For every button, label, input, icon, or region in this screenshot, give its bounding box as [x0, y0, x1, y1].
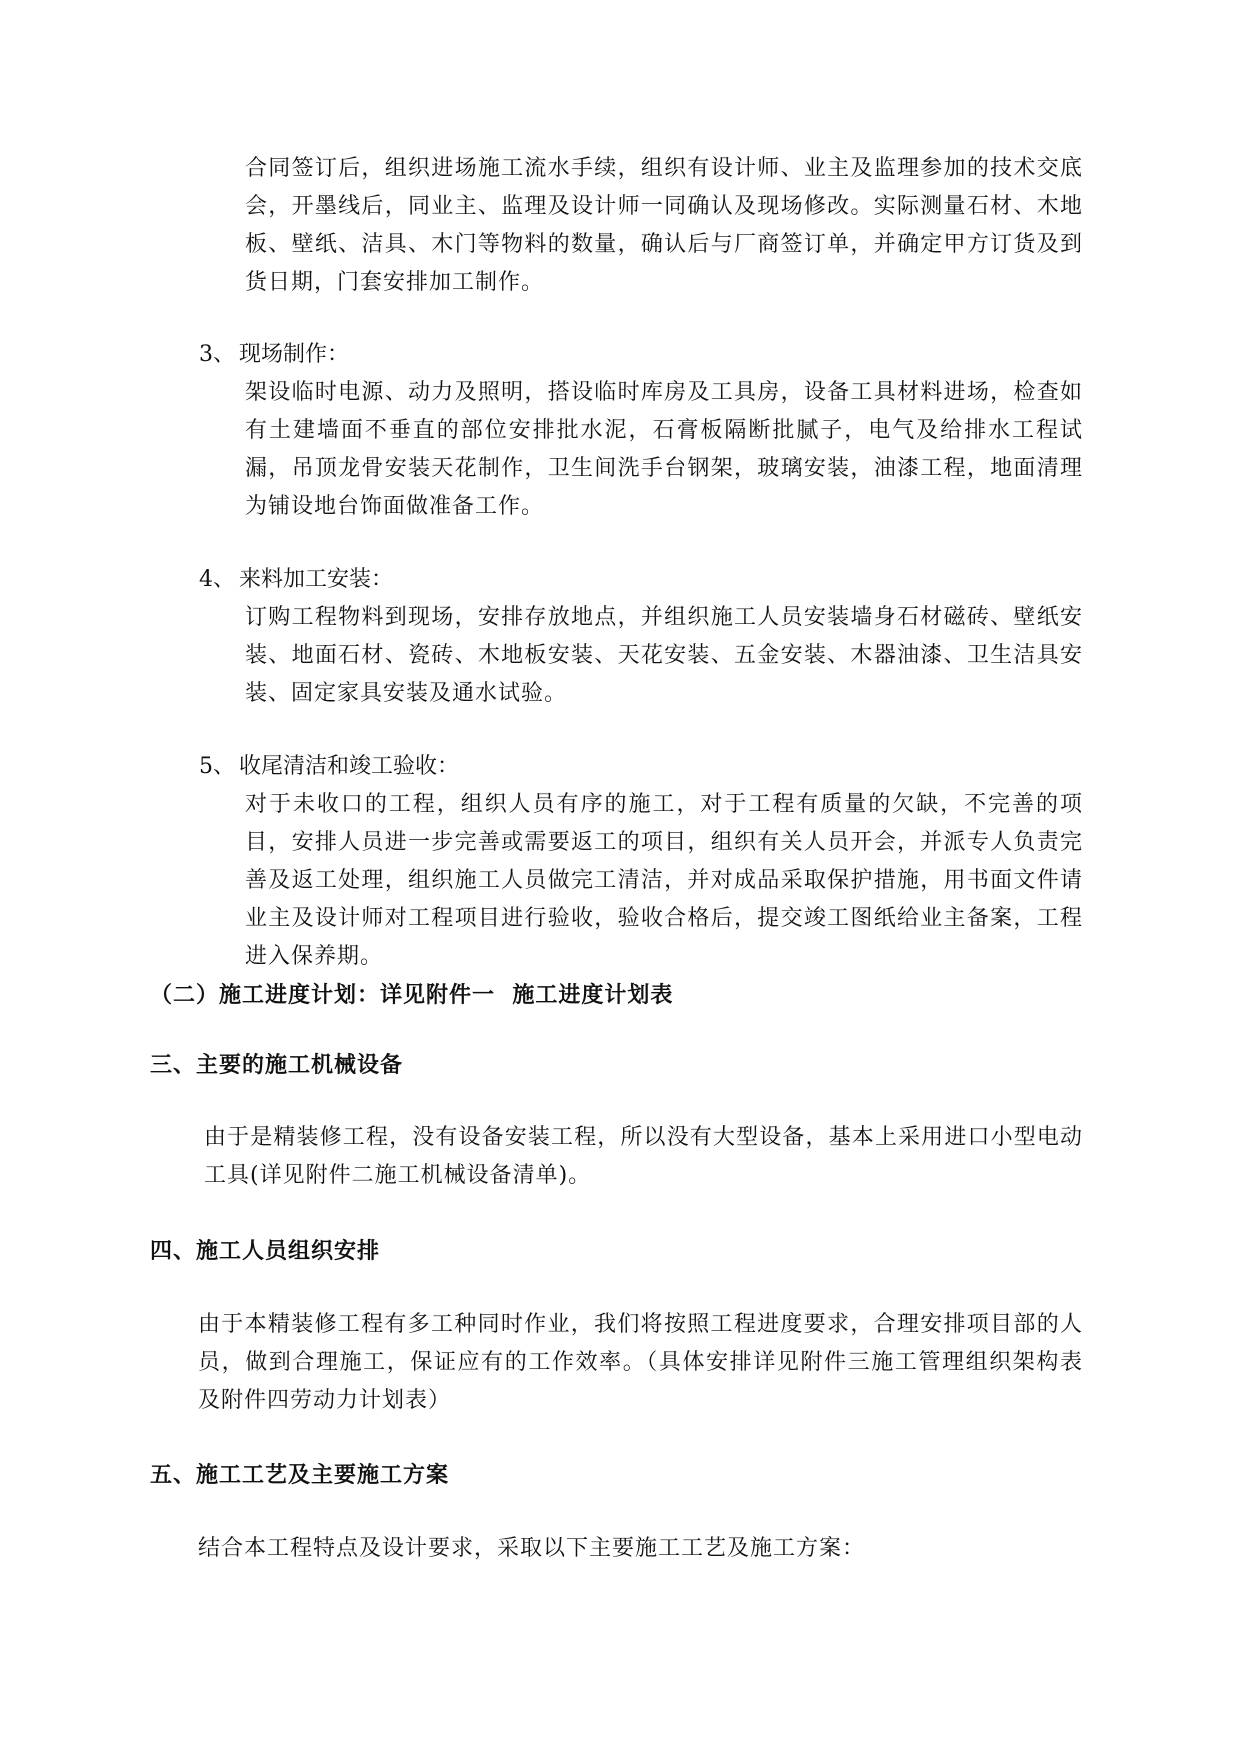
item-4-title: 来料加工安装： — [239, 567, 394, 592]
section-3-heading: 三、主要的施工机械设备 — [150, 1053, 404, 1078]
item-4-number: 4、 — [199, 567, 235, 592]
section-5-body: 结合本工程特点及设计要求，采取以下主要施工工艺及施工方案： — [198, 1536, 866, 1561]
item-5-title: 收尾清洁和竣工验收： — [239, 754, 460, 779]
section-3-body: 由于是精装修工程，没有设备安装工程，所以没有大型设备，基本上采用进口小型电动工具(详见附件二施工机械设备清单)。 — [204, 1125, 1083, 1188]
section-4-heading: 四、施工人员组织安排 — [150, 1239, 381, 1264]
item-5-number: 5、 — [199, 754, 235, 779]
item-5-body: 对于未收口的工程，组织人员有序的施工，对于工程有质量的欠缺，不完善的项目，安排人员进一步完善或需要返工的项目，组织有关人员开会，并派专人负责完善及返工处理，组织施工人员做完工清洁，并对成品采取保护措施，用书面文件请业主及设计师对工程项目进行验收，验收合格后，提交竣工图纸给业主备案，工程进入保养期。 — [245, 792, 1083, 969]
item-3-title: 现场制作： — [239, 342, 350, 367]
item-5-heading — [199, 748, 459, 786]
item-3-number: 3、 — [199, 342, 235, 367]
item-4-body: 订购工程物料到现场，安排存放地点，并组织施工人员安装墙身石材磁砖、壁纸安装、地面石材、瓷砖、木地板安装、天花安装、五金安装、木器油漆、卫生洁具安装、固定家具安装及通水试验。 — [245, 605, 1083, 706]
item-3-heading — [199, 336, 349, 374]
schedule-heading: （二）施工进度计划：详见附件一 施工进度计划表 — [150, 983, 674, 1008]
item-4-heading — [199, 561, 393, 599]
section-5-heading: 五、施工工艺及主要施工方案 — [150, 1463, 450, 1488]
intro-paragraph: 合同签订后，组织进场施工流水手续，组织有设计师、业主及监理参加的技术交底会，开墨线后，同业主、监理及设计师一同确认及现场修改。实际测量石材、木地板、壁纸、洁具、木门等物料的数量，确认后与厂商签订单，并确定甲方订货及到货日期，门套安排加工制作。 — [245, 156, 1083, 295]
section-4-body: 由于本精装修工程有多工种同时作业，我们将按照工程进度要求，合理安排项目部的人员，做到合理施工，保证应有的工作效率。（具体安排详见附件三施工管理组织架构表及附件四劳动力计划表） — [198, 1312, 1083, 1413]
item-3-body: 架设临时电源、动力及照明，搭设临时库房及工具房，设备工具材料进场，检查如有土建墙面不垂直的部位安排批水泥，石膏板隔断批腻子，电气及给排水工程试漏，吊顶龙骨安装天花制作，卫生间洗手台钢架，玻璃安装，油漆工程，地面清理为铺设地台饰面做准备工作。 — [245, 380, 1083, 519]
